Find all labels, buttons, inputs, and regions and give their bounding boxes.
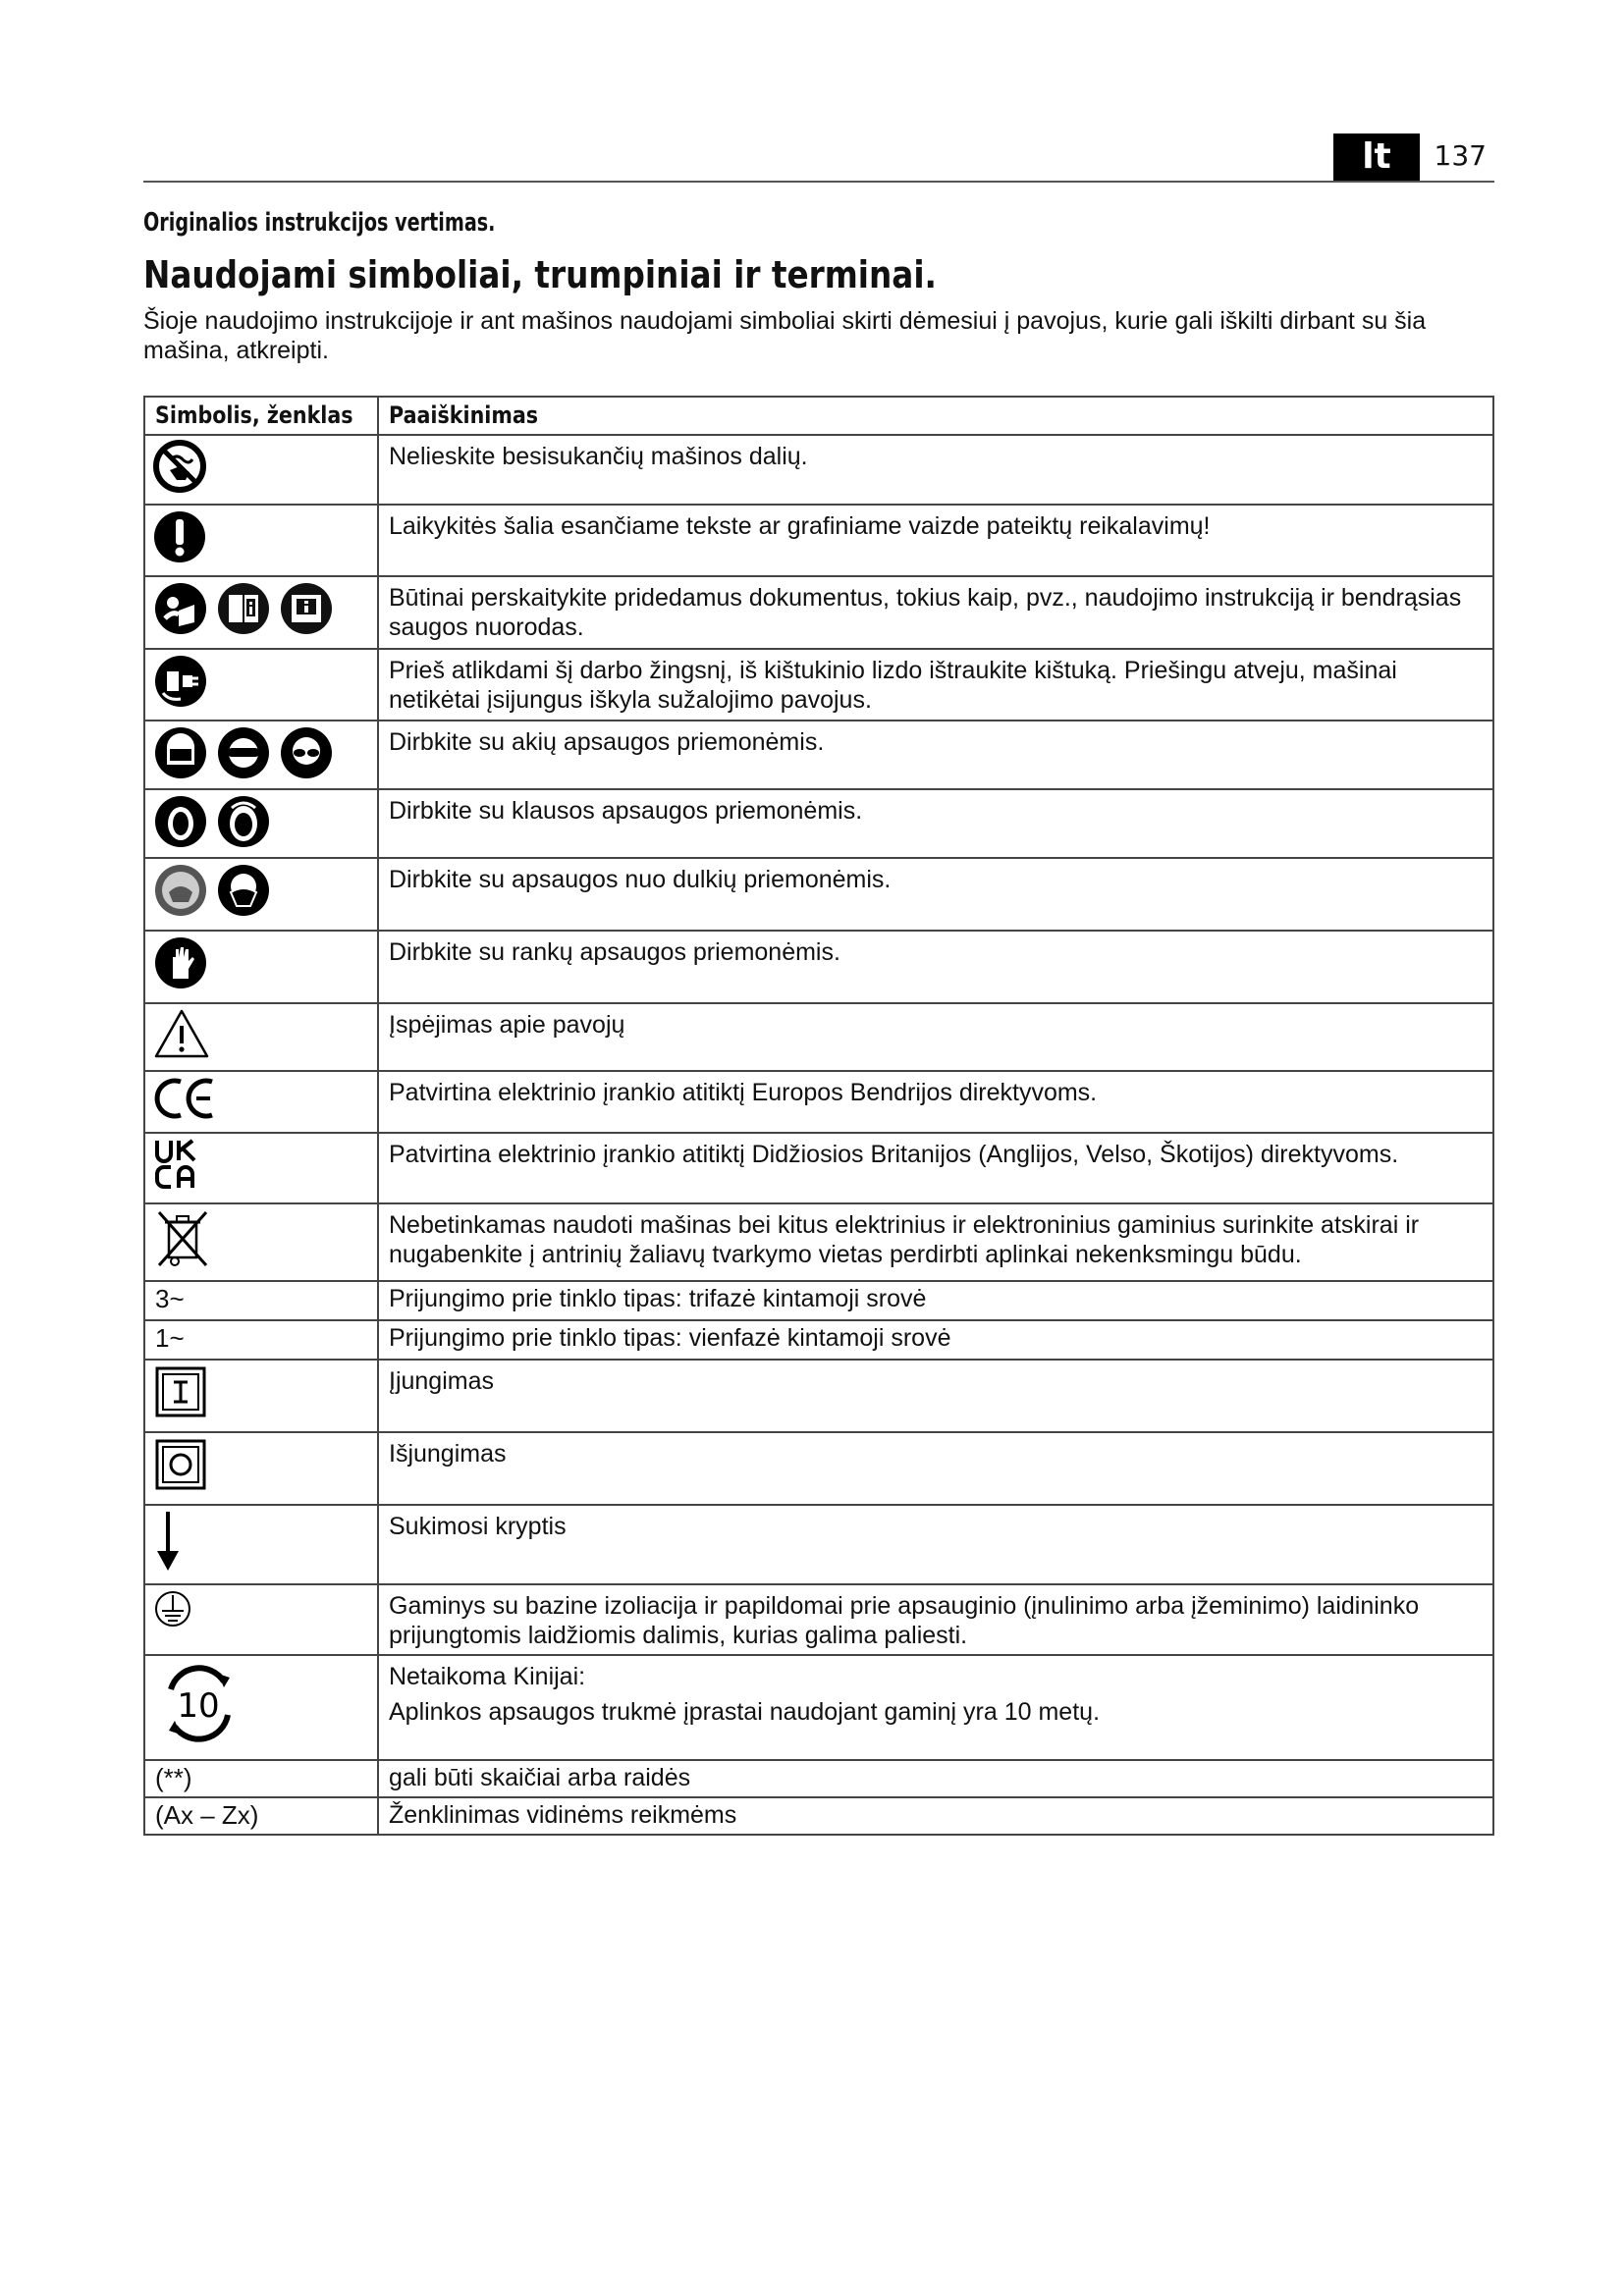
table-row [144,721,1493,789]
row-text: Ženklinimas vidinėms reikmėms [378,1797,1493,1835]
epup-number: 10 [177,1686,220,1726]
table-row [144,1133,1493,1203]
intro-paragraph: Šioje naudojimo instrukcijoje ir ant mašinos naudojami simboliai skirti dėmesiui į pavojus, kurie gali iškilti dirbant su šia mašina, atkreipti. [143,307,1427,364]
row-symbol-text: 3~ [144,1281,378,1320]
row-text: Išjungimas [378,1432,1493,1505]
table-row [144,1797,1493,1835]
page-header [143,133,1494,183]
row-text-cell [378,1655,1493,1760]
header-symbol: Simbolis, ženklas [144,397,378,435]
warning-triangle-icon [153,1008,210,1059]
table-row [144,649,1493,721]
table-header-row [144,397,1493,435]
header-rule [143,181,1494,183]
table-row [144,789,1493,858]
row-text: Įjungimas [378,1360,1493,1432]
full-goggles-icon [216,725,271,780]
ear-muffs-icon [216,794,271,849]
safety-glasses-icon [279,725,334,780]
row-symbol-text: (Ax – Zx) [144,1797,378,1835]
page-title: Naudojami simboliai, trumpiniai ir terminai. [143,253,937,296]
gloves-icon [153,935,208,990]
symbols-table [143,396,1494,1836]
disconnect-plug-icon [153,654,208,709]
table-row [144,1203,1493,1281]
row-symbol-text: 1~ [144,1320,378,1360]
row-text: gali būti skaičiai arba raidės [378,1760,1493,1797]
read-manual-book-icon [216,581,271,636]
epup-10-icon [153,1660,244,1748]
ukca-mark-icon [153,1138,200,1191]
row-text: Netaikoma Kinijai: [389,1663,586,1690]
row-text: Būtinai perskaitykite pridedamus dokumentus, tokius kaip, pvz., naudojimo instrukciją ir bendrąsias saugos nuorodas. [378,576,1493,649]
table-row [144,1071,1493,1133]
table-row [144,1432,1493,1505]
row-text: Įspėjimas apie pavojų [378,1003,1493,1071]
language-badge: lt [1333,133,1420,181]
power-off-icon [153,1437,208,1492]
power-on-icon [153,1364,208,1419]
row-text: Dirbkite su apsaugos nuo dulkių priemonėmis. [378,858,1493,931]
table-row [144,858,1493,931]
respirator-icon [216,863,271,918]
row-text: Dirbkite su akių apsaugos priemonėmis. [378,721,1493,789]
table-row [144,505,1493,576]
weee-bin-icon [153,1208,212,1269]
row-text: Nebetinkamas naudoti mašinas bei kitus elektrinius ir elektroninius gaminius surinkite atskirai ir nugabenkite į antrinių žaliavų tvarkymo vietas perdirbti aplinkai nekenksmingu būdu. [378,1203,1493,1281]
table-row [144,931,1493,1003]
row-text: Laikykitės šalia esančiame tekste ar grafiniame vaizde pateiktų reikalavimų! [378,505,1493,576]
table-row [144,1360,1493,1432]
table-row [144,1281,1493,1320]
protective-earth-icon [153,1589,192,1629]
rotation-direction-arrow-icon [153,1510,183,1573]
read-manual-info-icon [279,581,334,636]
dust-mask-icon [153,863,208,918]
no-touch-rotating-icon [153,440,206,493]
row-text: Dirbkite su rankų apsaugos priemonėmis. [378,931,1493,1003]
table-row [144,1505,1493,1584]
row-text: Nelieskite besisukančių mašinos dalių. [378,435,1493,505]
row-text: Sukimosi kryptis [378,1505,1493,1584]
row-text: Prijungimo prie tinklo tipas: trifazė kintamoji srovė [378,1281,1493,1320]
table-row [144,1320,1493,1360]
ce-mark-icon [153,1076,218,1121]
table-row [144,1003,1493,1071]
ear-protection-icon [153,794,208,849]
row-text: Prieš atlikdami šį darbo žingsnį, iš kištukinio lizdo ištraukite kištuką. Priešingu atveju, mašinai netikėtai įsijungus iškyla sužalojimo pavojus. [378,649,1493,721]
page-number: 137 [1434,139,1487,172]
table-row [144,1760,1493,1797]
header-explanation: Paaiškinimas [378,397,1493,435]
table-row [144,576,1493,649]
face-shield-icon [153,725,208,780]
row-text: Gaminys su bazine izoliacija ir papildomai prie apsauginio (įnulinimo arba įžeminimo) laidininko prijungtomis laidžiomis dalimis, kurias galima paliesti. [378,1584,1493,1655]
read-manual-icon [153,581,208,636]
row-text: Patvirtina elektrinio įrankio atitiktį Europos Bendrijos direktyvoms. [378,1071,1493,1133]
table-row [144,1655,1493,1760]
translation-note: Originalios instrukcijos vertimas. [143,208,496,238]
table-row [144,435,1493,505]
row-text-secondary: Aplinkos apsaugos trukmė įprastai naudojant gaminį yra 10 metų. [389,1698,1101,1726]
row-text: Patvirtina elektrinio įrankio atitiktį Didžiosios Britanijos (Anglijos, Velso, Škotijos) direktyvoms. [378,1133,1493,1203]
mandatory-exclamation-icon [153,509,206,564]
table-row [144,1584,1493,1655]
row-text: Dirbkite su klausos apsaugos priemonėmis. [378,789,1493,858]
row-text: Prijungimo prie tinklo tipas: vienfazė kintamoji srovė [378,1320,1493,1360]
row-symbol-text: (**) [144,1760,378,1797]
